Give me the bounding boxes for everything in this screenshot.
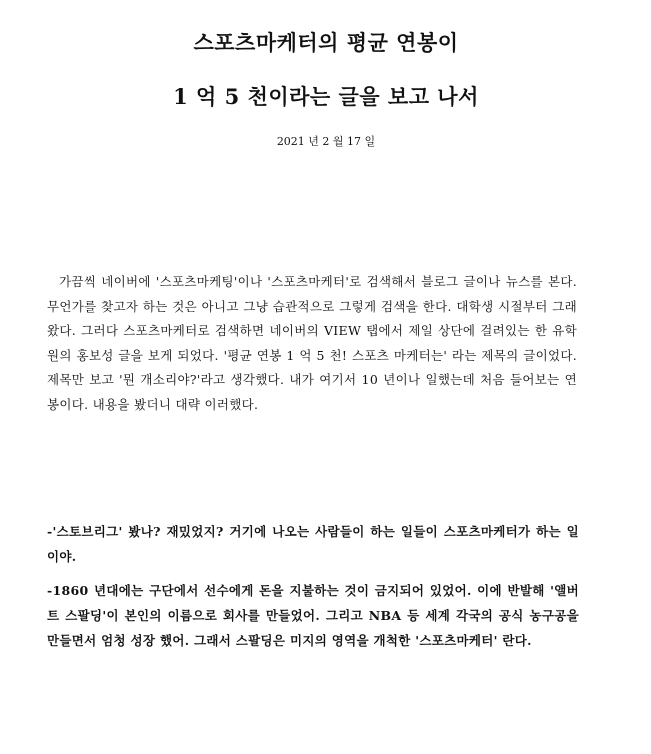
title-line-2: 1 억 5 천이라는 글을 보고 나서 — [173, 84, 479, 109]
intro-paragraph: 가끔씩 네이버에 '스포츠마케팅'이나 '스포츠마케터'로 검색해서 블로그 글이나 뉴스를 본다. 무언가를 찾고자 하는 것은 아니고 그냥 습관적으로 그렇게 검색을 한다. 대학생 시절부터 그래 왔다. 그러다 스포츠마케터로 검색하면 네이버의 VIEW 탭에서 제일 상단에 걸려있는 한 유학원의 홍보성 글을 보게 되었다. '평균 연봉 1 억 5 천! 스포츠 마케터는' 라는 제목의 글이었다. 제목만 보고 '뭔 개소리야?'라고 생각했다. 내가 여기서 10 년이나 일했는데 처음 들어보는 연봉이다. 내용을 봤더니 대략 이러했다. — [47, 274, 577, 412]
title-line-1: 스포츠마케터의 평균 연봉이 — [193, 30, 459, 55]
document-date: 2021 년 2 월 17 일 — [276, 135, 376, 148]
dialogue-paragraph-2: -1860 년대에는 구단에서 선수에게 돈을 지불하는 것이 금지되어 있었어. 이에 반발해 '앨버트 스팔딩'이 본인의 이름으로 회사를 만들었어. 그리고 NBA 등 세계 각국의 공식 농구공을 만들면서 엄청 성장 했어. 그래서 스팔딩은 미지의 영역을 개척한 '스포츠마케터' 란다. — [47, 583, 579, 648]
dialogue-paragraph-1: -'스토브리그' 봤나? 재밌었지? 거기에 나오는 사람들이 하는 일들이 스포츠마케터가 하는 일이야. — [47, 524, 579, 564]
